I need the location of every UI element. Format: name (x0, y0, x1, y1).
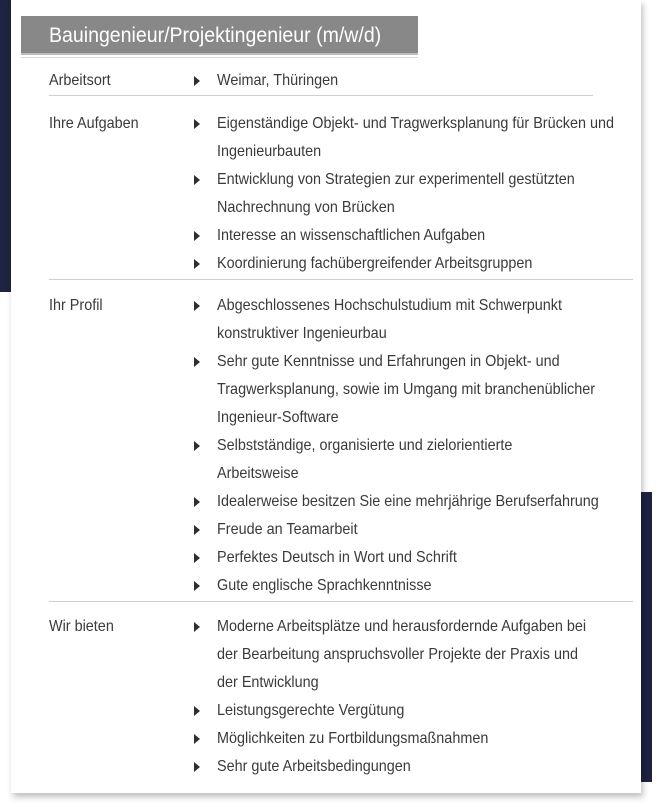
title-underline (21, 57, 418, 58)
bullet-arrow-icon (194, 441, 200, 451)
profil-item-0-line-1: konstruktiver Ingenieurbau (217, 325, 387, 342)
bullet-arrow-icon (194, 76, 200, 86)
profil-item-5-line-0: Perfektes Deutsch in Wort und Schrift (217, 549, 457, 566)
bullet-arrow-icon (194, 259, 200, 269)
profil-item-6-line-0: Gute englische Sprachkenntnisse (217, 577, 432, 594)
bullet-arrow-icon (194, 357, 200, 367)
right-accent-stripe (641, 492, 652, 782)
section-label-arbeitsort: Arbeitsort (49, 72, 111, 89)
profil-item-0-line-0: Abgeschlossenes Hochschulstudium mit Schwerpunkt (217, 297, 562, 314)
bullet-arrow-icon (194, 622, 200, 632)
bullet-arrow-icon (194, 553, 200, 563)
arbeitsort-value: Weimar, Thüringen (217, 72, 339, 89)
profil-item-4-line-0: Freude an Teamarbeit (217, 521, 358, 538)
bullet-arrow-icon (194, 497, 200, 507)
bullet-arrow-icon (194, 734, 200, 744)
aufgaben-item-1-line-1: Nachrechnung von Brücken (217, 199, 395, 216)
left-accent-stripe (0, 0, 11, 292)
bullet-arrow-icon (194, 175, 200, 185)
bullet-arrow-icon (194, 525, 200, 535)
aufgaben-item-3-line-0: Koordinierung fachübergreifender Arbeitsgruppen (217, 255, 533, 272)
angebot-item-0-line-2: der Entwicklung (217, 674, 319, 691)
angebot-item-2-line-0: Möglichkeiten zu Fortbildungsmaßnahmen (217, 730, 489, 747)
angebot-item-0-line-0: Moderne Arbeitsplätze und herausfordernde Aufgaben bei (217, 618, 587, 635)
bullet-arrow-icon (194, 581, 200, 591)
profil-item-1-line-2: Ingenieur-Software (217, 409, 339, 426)
profil-item-2-line-1: Arbeitsweise (217, 465, 299, 482)
bullet-arrow-icon (194, 231, 200, 241)
aufgaben-item-2-line-0: Interesse an wissenschaftlichen Aufgaben (217, 227, 486, 244)
bullet-arrow-icon (194, 301, 200, 311)
profil-item-1-line-0: Sehr gute Kenntnisse und Erfahrungen in Objekt- und (217, 353, 560, 370)
aufgaben-item-0-line-0: Eigenständige Objekt- und Tragwerksplanung für Brücken und (217, 115, 615, 132)
bullet-arrow-icon (194, 706, 200, 716)
section-label-angebot: Wir bieten (49, 618, 114, 635)
profil-item-2-line-0: Selbstständige, organisierte und zielorientierte (217, 437, 513, 454)
bullet-arrow-icon (194, 762, 200, 772)
aufgaben-item-0-line-1: Ingenieurbauten (217, 143, 322, 160)
section-divider (49, 279, 633, 280)
job-title: Bauingenieur/Projektingenieur (m/w/d) (49, 24, 382, 47)
section-divider (49, 95, 593, 96)
angebot-item-3-line-0: Sehr gute Arbeitsbedingungen (217, 758, 411, 775)
aufgaben-item-1-line-0: Entwicklung von Strategien zur experimentell gestützten (217, 171, 575, 188)
profil-item-3-line-0: Idealerweise besitzen Sie eine mehrjährige Berufserfahrung (217, 493, 599, 510)
bullet-arrow-icon (194, 119, 200, 129)
section-label-aufgaben: Ihre Aufgaben (49, 115, 139, 132)
profil-item-1-line-1: Tragwerksplanung, sowie im Umgang mit branchenüblicher (217, 381, 596, 398)
section-divider (49, 601, 633, 602)
section-label-profil: Ihr Profil (49, 297, 103, 314)
angebot-item-1-line-0: Leistungsgerechte Vergütung (217, 702, 405, 719)
angebot-item-0-line-1: der Bearbeitung anspruchsvoller Projekte der Praxis und (217, 646, 578, 663)
